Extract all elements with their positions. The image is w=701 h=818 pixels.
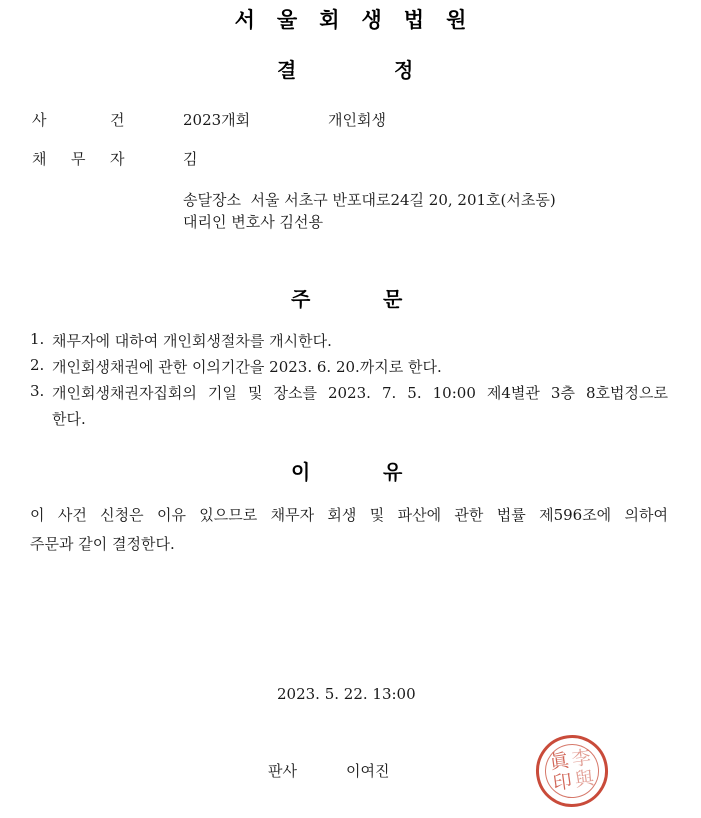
decision-title-char-1: 결 <box>277 58 297 82</box>
debtor-label-char-3: 자 <box>110 150 125 168</box>
debtor-agent: 대리인 변호사 김선용 <box>183 213 323 231</box>
judge-name: 이여진 <box>346 762 390 780</box>
svg-text:眞: 眞 <box>548 749 571 774</box>
order-item-2-text: 개인회생채권에 관한 이의기간을 2023. 6. 20.까지로 한다. <box>52 358 442 376</box>
order-item-3-continuation: 한다. <box>52 410 86 428</box>
order-heading-char-1: 주 <box>291 287 311 311</box>
reason-text-line-2: 주문과 같이 결정한다. <box>30 535 175 553</box>
debtor-label-char-2: 무 <box>71 150 86 168</box>
order-item-1-text: 채무자에 대하여 개인회생절차를 개시한다. <box>52 332 332 350</box>
case-type: 개인회생 <box>328 111 386 129</box>
seal-glyphs-icon <box>535 734 610 809</box>
order-heading-char-2: 문 <box>383 287 403 311</box>
judge-title: 판사 <box>268 762 297 780</box>
case-label-char-2: 건 <box>110 111 125 129</box>
judge-seal-stamp <box>531 730 612 811</box>
reason-text-line-1: 이 사건 신청은 이유 있으므로 채무자 회생 및 파산에 관한 법률 제596조에 의하여 <box>30 506 668 524</box>
case-label-char-1: 사 <box>32 111 47 129</box>
service-address: 송달장소 서울 서초구 반포대로24길 20, 201호(서초동) <box>183 191 556 209</box>
decision-date: 2023. 5. 22. 13:00 <box>277 685 416 703</box>
case-number: 2023개회 <box>183 111 251 129</box>
decision-title-char-2: 정 <box>394 58 414 82</box>
court-name: 서울회생법원 <box>234 8 489 32</box>
order-item-1-number: 1. <box>30 330 45 348</box>
svg-text:李: 李 <box>570 746 593 771</box>
reason-heading-char-2: 유 <box>383 460 403 484</box>
order-item-3-text: 개인회생채권자집회의 기일 및 장소를 2023. 7. 5. 10:00 제4별관 3층 8호법정으로 <box>52 384 668 402</box>
debtor-label-char-1: 채 <box>32 150 47 168</box>
svg-text:與: 與 <box>573 767 596 792</box>
order-item-2-number: 2. <box>30 356 45 374</box>
debtor-name: 김 <box>183 150 198 168</box>
svg-text:印: 印 <box>551 770 574 795</box>
reason-heading-char-1: 이 <box>291 460 311 484</box>
order-item-3-number: 3. <box>30 382 45 400</box>
